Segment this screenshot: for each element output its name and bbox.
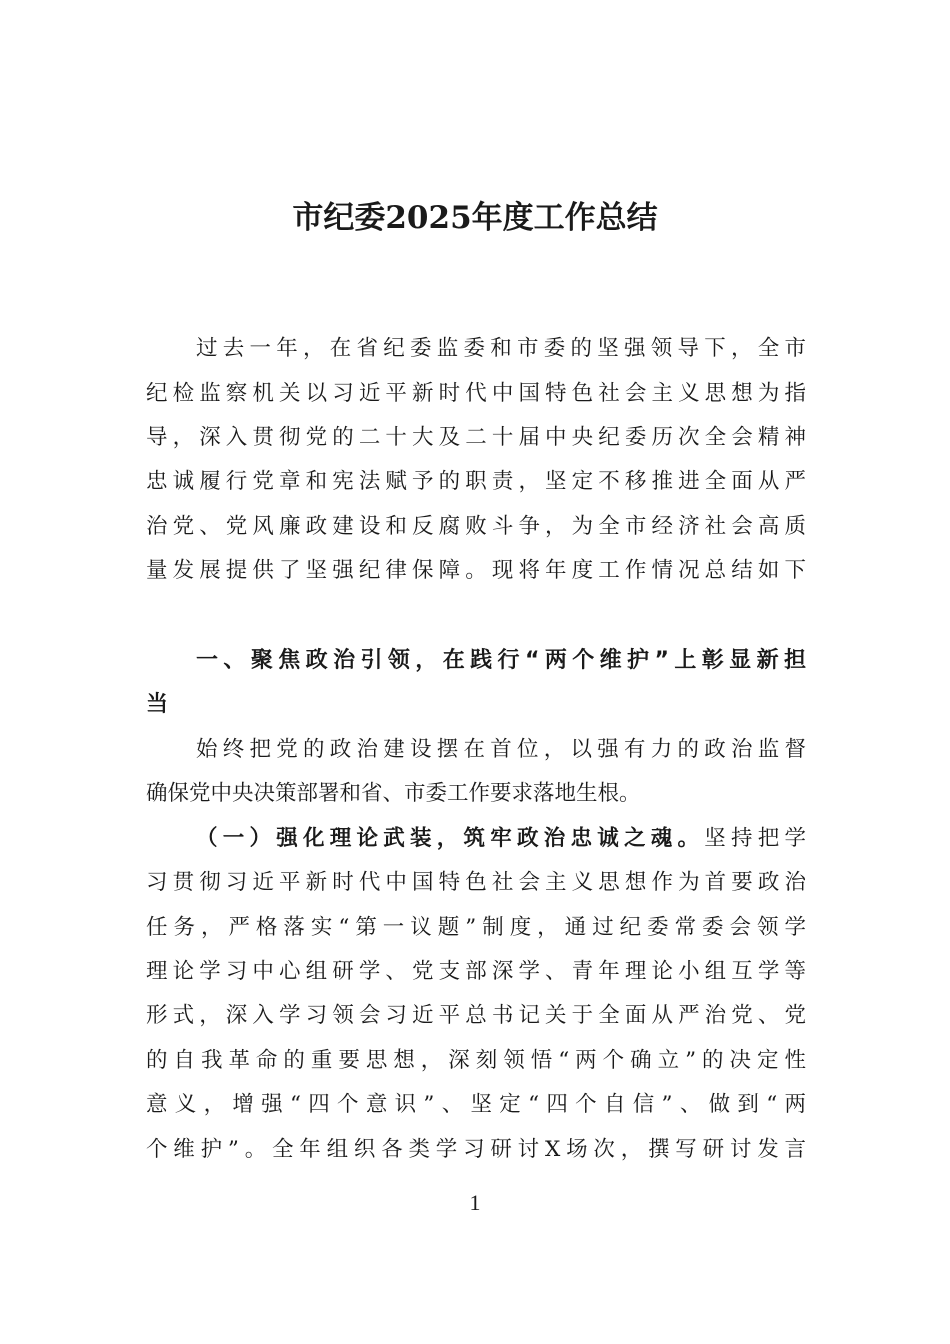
subsection-heading: （一）强化理论武装，筑牢政治忠诚之魂。 xyxy=(196,826,705,851)
intro-line: 过去一年，在省纪委监委和市委的坚强领导下，全市 xyxy=(196,336,806,361)
subsection-line: 习贯彻习近平新时代中国特色社会主义思想作为首要政治 xyxy=(146,870,806,895)
subsection-line: 理论学习中心组研学、党支部深学、青年理论小组互学等 xyxy=(146,959,806,984)
section-heading-cont: 当 xyxy=(146,692,169,717)
section-paragraph-line: 确保党中央决策部署和省、市委工作要求落地生根。 xyxy=(146,781,641,806)
page-number: 1 xyxy=(469,1190,481,1215)
document-title: 市纪委2025年度工作总结 xyxy=(292,200,658,236)
subsection-line: 任务，严格落实“第一议题”制度，通过纪委常委会领学 xyxy=(146,915,806,940)
intro-line: 量发展提供了坚强纪律保障。现将年度工作情况总结如下 xyxy=(146,558,806,583)
intro-line: 纪检监察机关以习近平新时代中国特色社会主义思想为指 xyxy=(146,381,806,406)
section-heading: 一、聚焦政治引领，在践行“两个维护”上彰显新担 xyxy=(196,648,806,673)
section-paragraph-line: 始终把党的政治建设摆在首位，以强有力的政治监督 xyxy=(196,737,806,762)
subsection-line: 个维护”。全年组织各类学习研讨X场次，撰写研讨发言 xyxy=(146,1137,806,1162)
intro-line: 忠诚履行党章和宪法赋予的职责，坚定不移推进全面从严 xyxy=(146,469,806,494)
subsection-line: 的自我革命的重要思想，深刻领悟“两个确立”的决定性 xyxy=(146,1048,806,1073)
subsection-lead-line xyxy=(146,824,806,854)
subsection-lead-rest: 坚持把学 xyxy=(704,826,806,851)
subsection-line: 形式，深入学习领会习近平总书记关于全面从严治党、党 xyxy=(146,1003,806,1028)
intro-line: 治党、党风廉政建设和反腐败斗争，为全市经济社会高质 xyxy=(146,514,806,539)
intro-line: 导，深入贯彻党的二十大及二十届中央纪委历次全会精神 xyxy=(146,425,806,450)
subsection-line: 意义，增强“四个意识”、坚定“四个自信”、做到“两 xyxy=(146,1092,806,1117)
